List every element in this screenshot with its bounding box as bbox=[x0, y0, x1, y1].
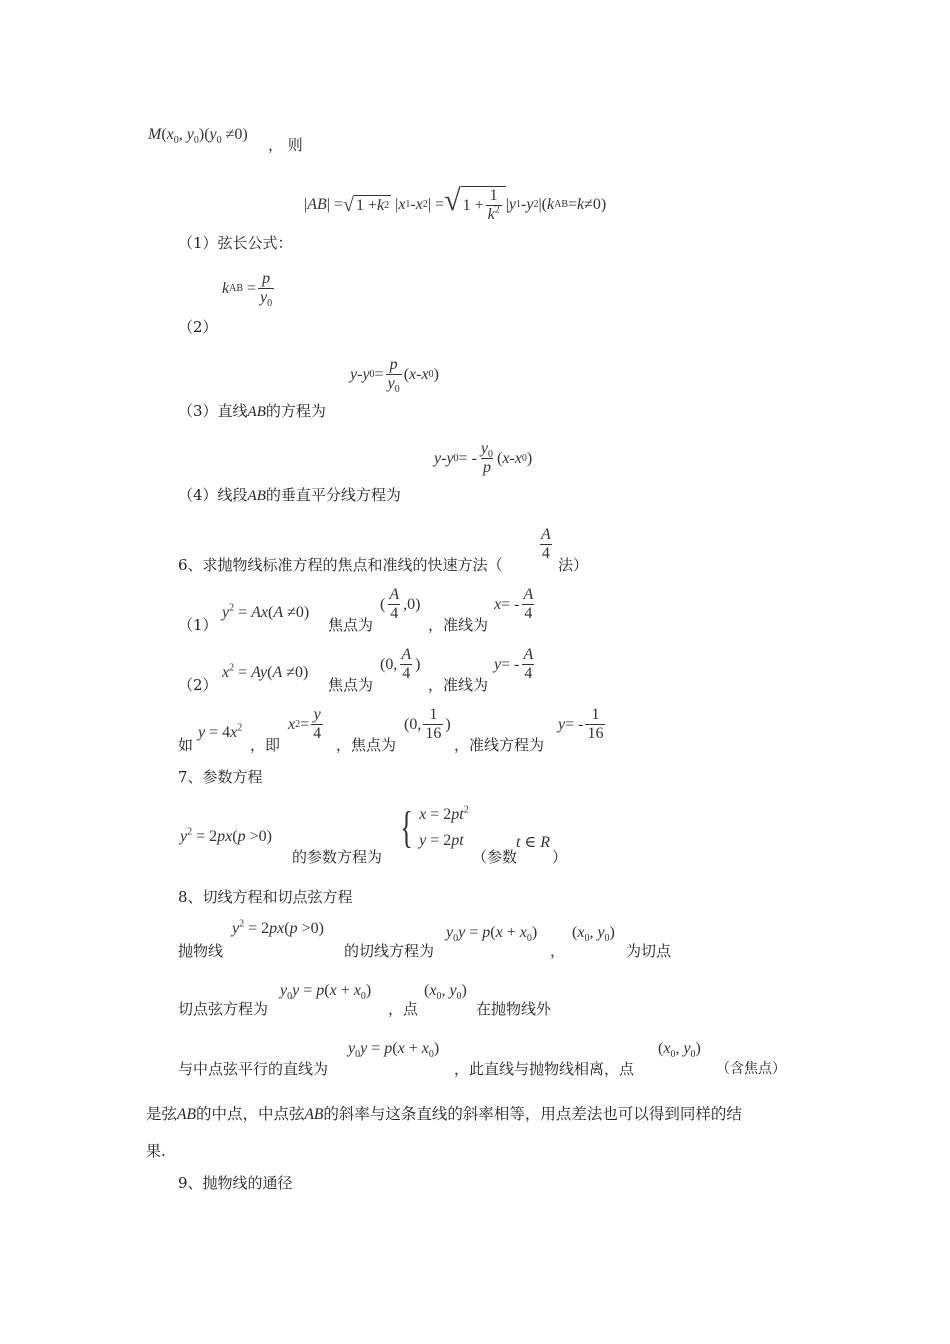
example-directrix: y = - $\frac{1}{16}$ bbox=[558, 706, 604, 743]
parallel-incl: （含焦点） bbox=[716, 1061, 786, 1077]
sec6-1-equation: $y^2 = Ax(A \ne 0)$ bbox=[222, 602, 310, 621]
sec7-param-domain: t ∈ R bbox=[516, 834, 551, 851]
ze-text: ， 则 bbox=[268, 136, 303, 154]
sec7-param-open: （参数 bbox=[472, 848, 518, 866]
chord-point: ($x_0$, $y_0$) bbox=[424, 982, 467, 1003]
sec8-is-tangent: 为切点 bbox=[626, 942, 672, 960]
sec8-parabola: 抛物线 bbox=[178, 942, 224, 960]
sec7-param-close: ） bbox=[552, 848, 568, 866]
sec7-param-system: { $x = 2pt^2$ y = 2pt bbox=[400, 802, 469, 852]
sec8-parabola-eq: $y^2 = 2px(p >0)$ bbox=[232, 918, 324, 937]
sec6-1-directrix: x = - $\frac{A}{4}$ bbox=[494, 586, 534, 623]
example-ru: 如 bbox=[178, 736, 194, 754]
chord-length-formula: | AB | = √ 1 + k 2 | x 1 - x 2 | = √ 1 + $\frac{1}{k^2}$ | y 1 - y 2 |( k AB = k ≠0) bbox=[304, 184, 607, 224]
parallel-eq: $y_0y = p(x + x_0)$ bbox=[348, 1040, 440, 1061]
perp-bisector-formula: y - y 0 = - $\frac{y_0}{p}$ ( x - x 0 ) bbox=[434, 440, 533, 477]
sec8-tangent-text: 的切线方程为 bbox=[344, 942, 435, 960]
section-6-title: 6、求抛物线标准方程的焦点和准线的快速方法（ bbox=[178, 556, 503, 574]
sec6-1-label: （1） bbox=[178, 616, 218, 634]
sec6-2-focus-text: 焦点为 bbox=[328, 676, 374, 694]
sec7-param-text: 的参数方程为 bbox=[292, 848, 383, 866]
sec6-2-focus: (0, $\frac{A}{4}$ ) bbox=[380, 646, 421, 683]
chord-pre: 切点弦方程为 bbox=[178, 1000, 269, 1018]
item3-text: （3）直线AB的方程为 bbox=[178, 402, 326, 420]
parallel-point: ($x_0$, $y_0$) bbox=[658, 1040, 701, 1061]
parallel-pre: 与中点弦平行的直线为 bbox=[178, 1060, 329, 1078]
sec6-2-equation: $x^2 = Ay(A \ne 0)$ bbox=[222, 662, 309, 681]
chord-eq: $y_0y = p(x + x_0)$ bbox=[280, 982, 372, 1003]
sec8-tangent-point: ($x_0$, $y_0$) bbox=[572, 924, 615, 945]
sec8-tangent-eq: $y_0y = p(x + x_0)$ bbox=[446, 924, 538, 945]
example-transformed: x 2 = $\frac{y}{4}$ bbox=[288, 706, 322, 743]
sec6-2-directrix: y = - $\frac{A}{4}$ bbox=[494, 646, 534, 683]
sec6-1-focus: ( $\frac{A}{4}$ ,0) bbox=[380, 586, 421, 623]
item2-label: （2） bbox=[178, 318, 218, 336]
item1-label: （1）弦长公式： bbox=[178, 234, 293, 252]
section-9-title: 9、抛物线的通径 bbox=[178, 1174, 293, 1192]
sec6-1-focus-text: 焦点为 bbox=[328, 616, 374, 634]
example-focus-text: ，焦点为 bbox=[336, 736, 397, 754]
sec6-2-label: （2） bbox=[178, 676, 218, 694]
section-8-title: 8、切线方程和切点弦方程 bbox=[178, 888, 353, 906]
item4-text: （4）线段AB的垂直平分线方程为 bbox=[178, 486, 401, 504]
chord-outside: 在抛物线外 bbox=[476, 1000, 552, 1018]
example-focus: (0, $\frac{1}{16}$ ) bbox=[404, 706, 451, 743]
slope-formula: k AB = $\frac{p}{y_0}$ bbox=[222, 270, 273, 310]
chord-pt: ，点 bbox=[388, 1000, 419, 1018]
example-directrix-text: ，准线方程为 bbox=[454, 736, 545, 754]
line-ab-formula: y - y 0 = $\frac{p}{y_0}$ ( x - x 0 ) bbox=[350, 356, 439, 396]
example-ji: ，即 bbox=[250, 736, 281, 754]
sec6-1-directrix-text: ，准线为 bbox=[428, 616, 489, 634]
parallel-mid: ，此直线与抛物线相离，点 bbox=[454, 1060, 635, 1078]
example-equation: $y = 4x^2$ bbox=[198, 722, 243, 741]
para-tail-2: 果. bbox=[146, 1142, 166, 1160]
sec8-comma: ， bbox=[550, 942, 566, 960]
a-over-4: $\frac{A}{4}$ bbox=[541, 526, 551, 563]
midpoint-formula: $M(x_0$, $y_0)(y_0 \ne 0)$ bbox=[148, 126, 248, 147]
sec7-equation: $y^2 = 2px(p >0)$ bbox=[180, 826, 272, 845]
section-6-close: 法） bbox=[558, 556, 589, 574]
para-tail: 是弦AB的中点，中点弦AB的斜率与这条直线的斜率相等，用点差法也可以得到同样的结 bbox=[146, 1105, 742, 1123]
section-7-title: 7、参数方程 bbox=[178, 768, 263, 786]
sec6-2-directrix-text: ，准线为 bbox=[428, 676, 489, 694]
